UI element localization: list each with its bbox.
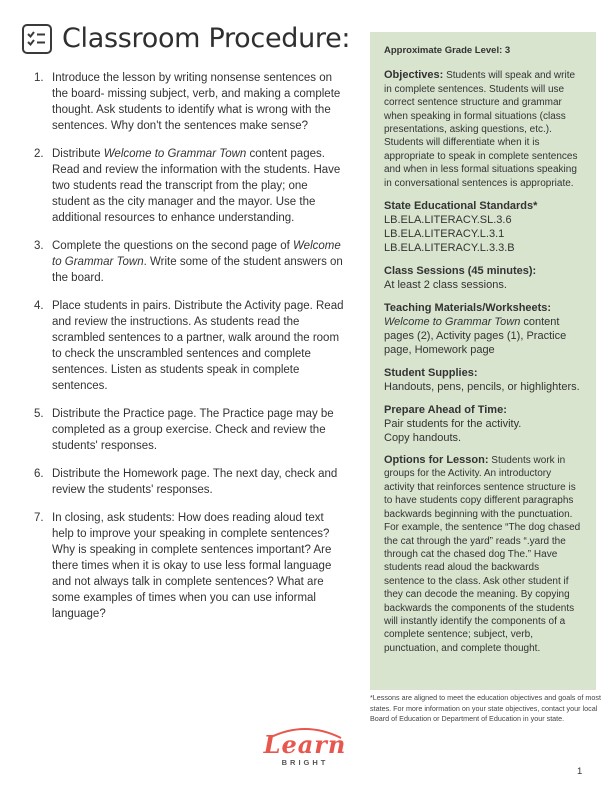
checklist-icon bbox=[22, 24, 52, 54]
step-text: Distribute Welcome to Grammar Town content pages. Read and review the information with the students. Have two students read the transcript from the play; one student as the city manager and the mayor. Use the additional resources to enhance understanding. bbox=[52, 148, 341, 224]
standards-footnote: *Lessons are aligned to meet the education objectives and goals of most states. For more information on your state objectives, contact your local Board of Education or Department of Education in your state. bbox=[370, 693, 601, 723]
objectives-label: Objectives: bbox=[384, 69, 444, 82]
standard-code: LB.ELA.LITERACY.L.3.3.B bbox=[384, 242, 515, 255]
prepare-line: Pair students for the activity. bbox=[384, 418, 522, 431]
step-text: Complete the questions on the second page of Welcome to Grammar Town. Write some of the student answers on the board. bbox=[52, 240, 343, 284]
page-number: 1 bbox=[577, 766, 583, 777]
supplies-label: Student Supplies: bbox=[384, 367, 478, 380]
objectives-section bbox=[384, 69, 582, 190]
step-text: In closing, ask students: How does reading aloud text help to improve your speaking in complete sentences? Why is speaking in complete sentences important? Are there times when it is okay to use less formal language and not always talk in complete sentences? What are some examples of times when you can use informal language? bbox=[52, 512, 332, 620]
grade-level: Approximate Grade Level: 3 bbox=[384, 45, 511, 56]
lesson-info-sidebar bbox=[370, 32, 596, 690]
step-item bbox=[30, 298, 346, 394]
logo-subtitle: BRIGHT bbox=[281, 758, 329, 767]
step-number: 4. bbox=[34, 300, 44, 312]
step-item bbox=[30, 466, 346, 498]
prepare-label: Prepare Ahead of Time: bbox=[384, 404, 507, 417]
step-item bbox=[30, 70, 346, 134]
step-number: 3. bbox=[34, 240, 44, 252]
sessions-section bbox=[384, 264, 582, 292]
logo-word: Learn bbox=[263, 730, 347, 759]
step-item bbox=[30, 406, 346, 454]
step-number: 1. bbox=[34, 72, 44, 84]
title-row bbox=[22, 22, 350, 56]
sessions-label: Class Sessions (45 minutes): bbox=[384, 265, 537, 278]
materials-text: content pages (2), Activity pages (1), Practice page, Homework page bbox=[384, 316, 567, 357]
step-number: 2. bbox=[34, 148, 44, 160]
step-item bbox=[30, 146, 346, 226]
step-item bbox=[30, 510, 346, 622]
page-title: Classroom Procedure: bbox=[62, 23, 351, 54]
materials-title: Welcome to Grammar Town bbox=[384, 316, 521, 329]
options-section bbox=[384, 454, 582, 655]
options-label: Options for Lesson: bbox=[384, 454, 489, 467]
supplies-text: Handouts, pens, pencils, or highlighters. bbox=[384, 381, 580, 394]
step-number: 5. bbox=[34, 408, 44, 420]
step-text: Distribute the Practice page. The Practice page may be completed as a group exercise. Check and review the students' responses. bbox=[52, 408, 334, 452]
learn-bright-logo bbox=[255, 732, 355, 768]
prepare-line: Copy handouts. bbox=[384, 432, 462, 445]
options-text: Students work in groups for the Activity. An introductory activity that reinforces sentence structure is to have students copy different paragraphs backwards beginning with the punctuation. For example, the sentence “The dog chased the cat through the yard” reads “.yard the through cat the chased dog The.” Have students read aloud the backwards sentence to the class. Ask other student if they can decode the meaning. By copying backwards the components of the students will instantly identify the components of a complete sentence; subject, verb, punctuation, and complete thought. bbox=[384, 455, 581, 654]
standard-code: LB.ELA.LITERACY.SL.3.6 bbox=[384, 214, 512, 227]
standards-label: State Educational Standards* bbox=[384, 200, 538, 213]
step-number: 7. bbox=[34, 512, 44, 524]
supplies-section bbox=[384, 366, 582, 394]
step-number: 6. bbox=[34, 468, 44, 480]
prepare-section bbox=[384, 403, 582, 445]
standard-code: LB.ELA.LITERACY.L.3.1 bbox=[384, 228, 505, 241]
sessions-text: At least 2 class sessions. bbox=[384, 279, 507, 292]
standards-section bbox=[384, 199, 582, 255]
step-text: Place students in pairs. Distribute the Activity page. Read and review the instructions. As students read the scrambled sentences to a partner, walk around the room to check the unscrambled sentences and complete sentences. Listen as students speak in complete sentences. bbox=[52, 300, 344, 392]
materials-section bbox=[384, 301, 582, 357]
step-text: Distribute the Homework page. The next day, check and review the students' responses. bbox=[52, 468, 338, 496]
objectives-text: Students will speak and write in complete sentences. Students will use correct sentence structure and grammar when speaking in formal situations (class presentations, asking questions, etc.). Students will differentiate when it is appropriate to speak in complete sentences and when in less formal situations speaking in conversational sentences is appropriate. bbox=[384, 70, 578, 189]
step-item bbox=[30, 238, 346, 286]
procedure-steps bbox=[30, 70, 346, 634]
materials-label: Teaching Materials/Worksheets: bbox=[384, 302, 552, 315]
step-text: Introduce the lesson by writing nonsense sentences on the board- missing subject, verb, and making a complete thought. Ask students to identify what is wrong with the sentences. Why don't the sentences make sense? bbox=[52, 72, 341, 132]
